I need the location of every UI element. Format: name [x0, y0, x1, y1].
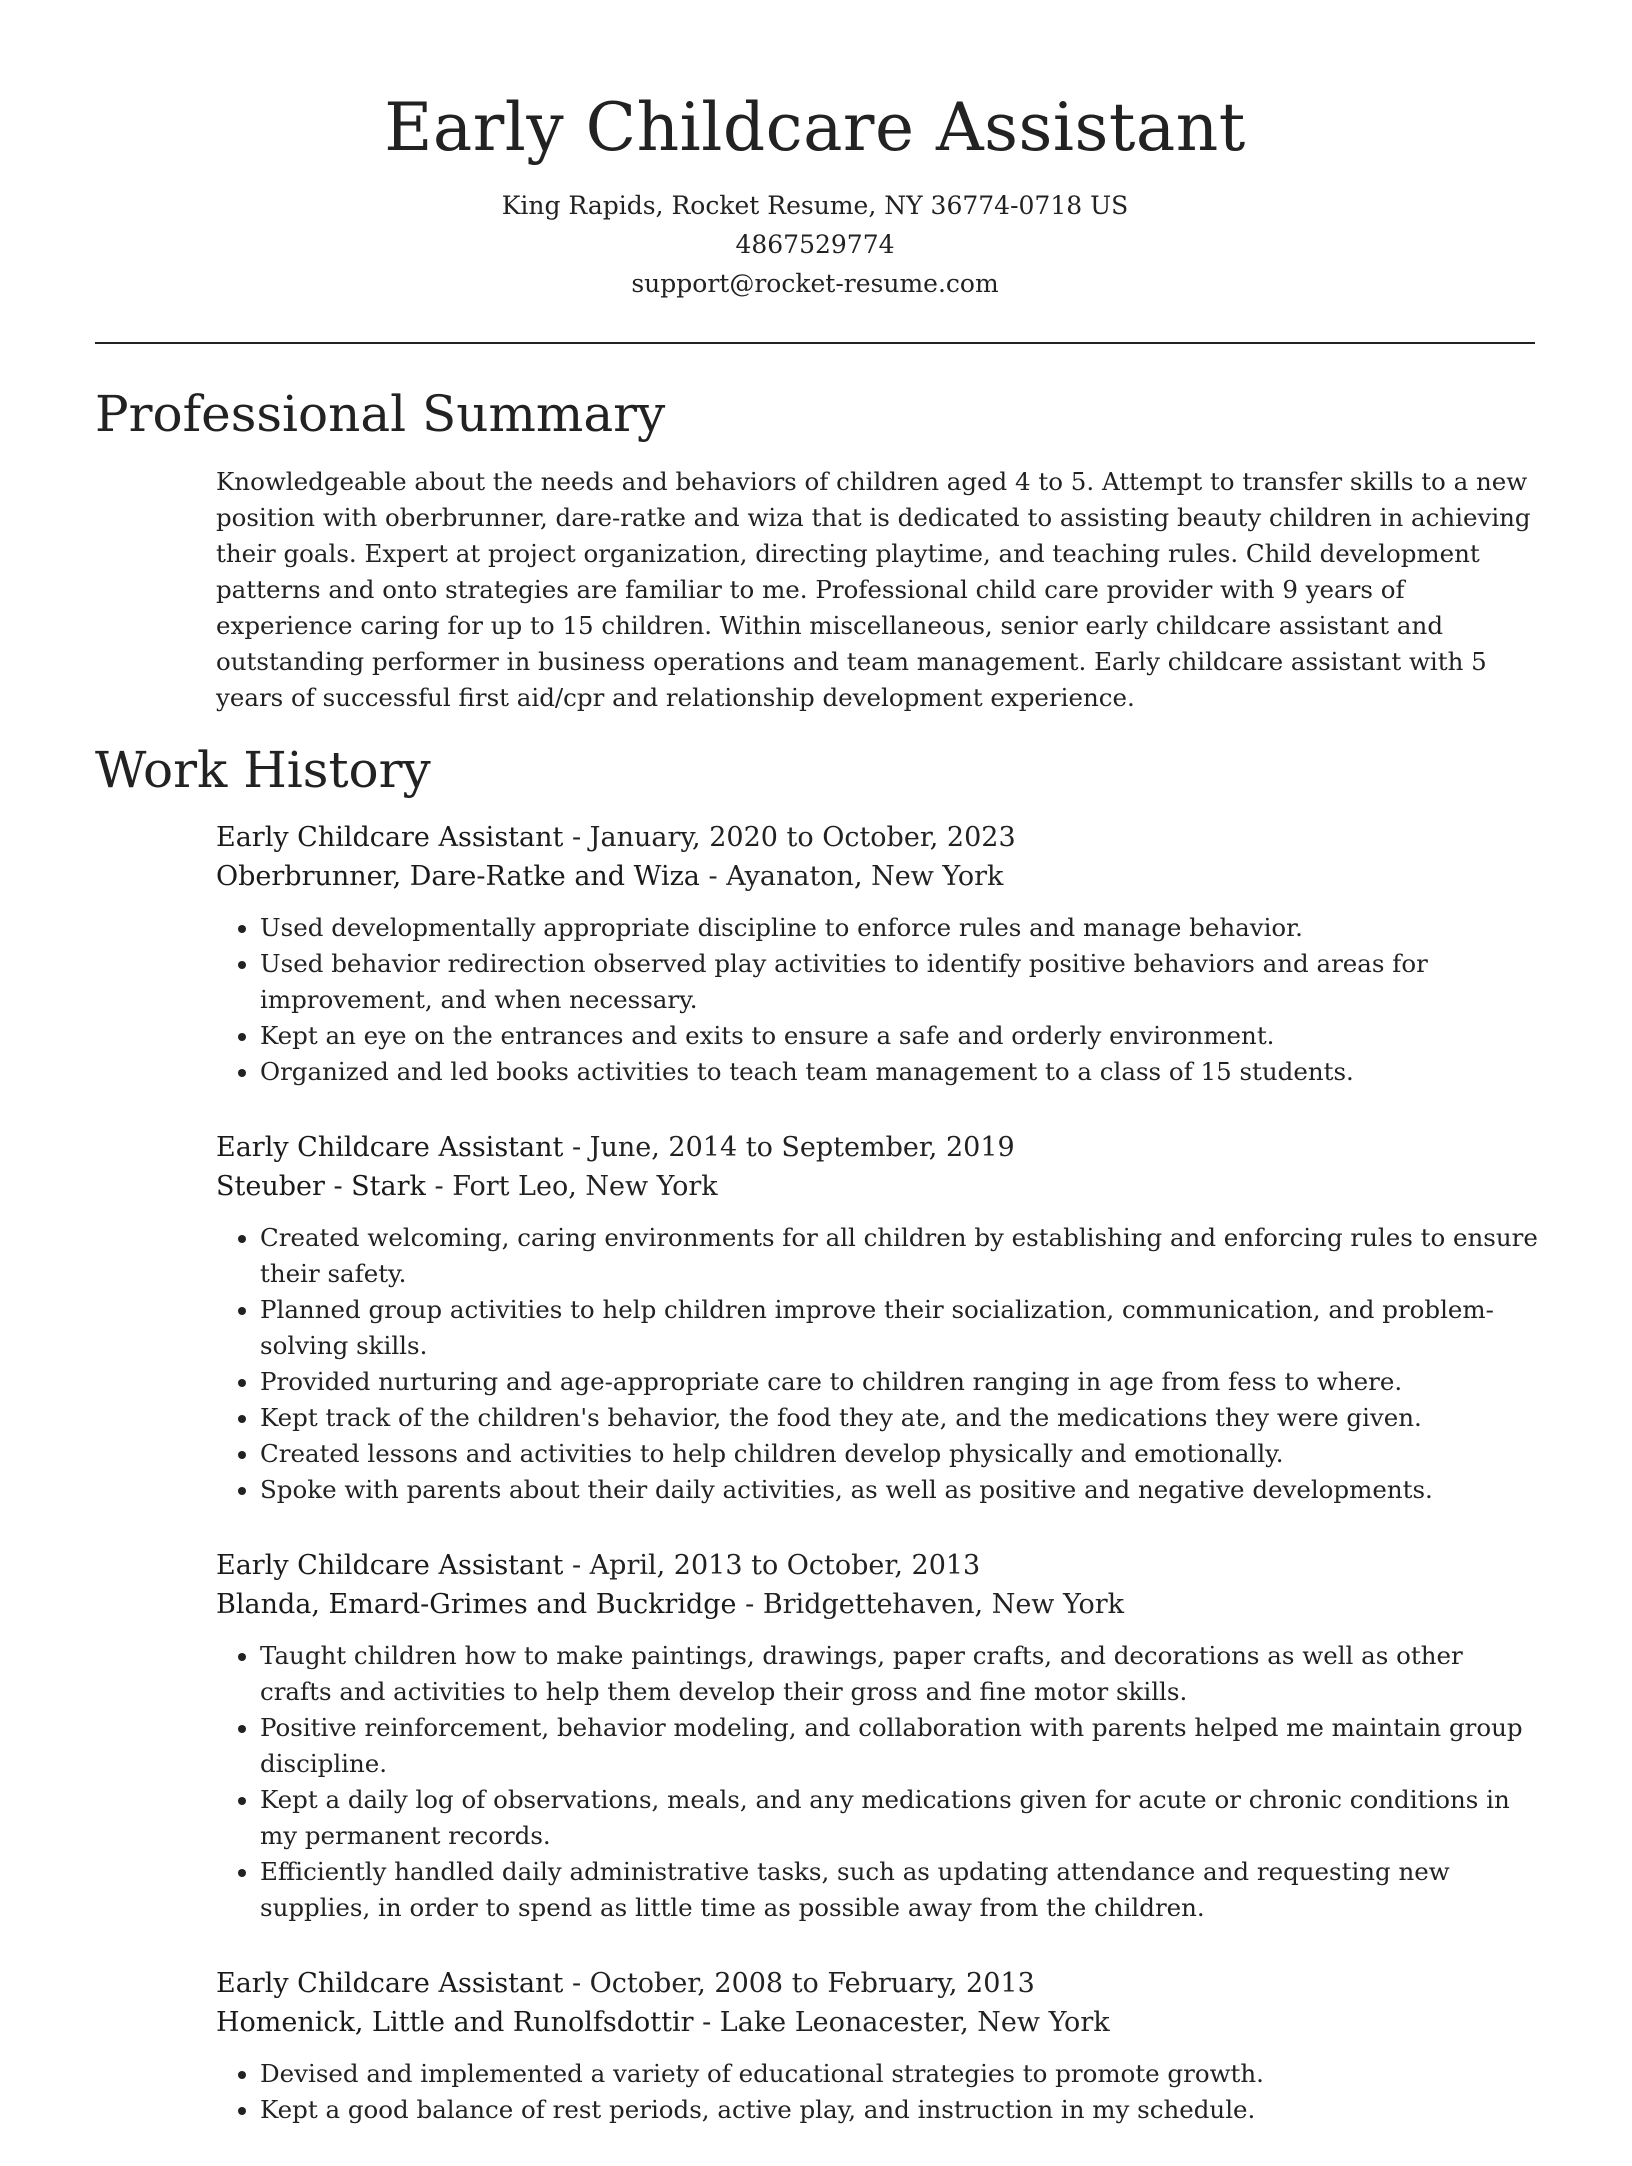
work-history-list: [216, 818, 1541, 2166]
job-bullet: • Positive reinforcement, behavior modeling, and collaboration with parents helped me maintain group discipline.: [260, 1710, 1541, 1782]
job-dates: January, 2020 to October, 2023: [589, 822, 1016, 853]
job-entry: [216, 818, 1541, 1090]
job-company-line: Blanda, Emard-Grimes and Buckridge - Bridgettehaven, New York: [216, 1589, 1124, 1620]
job-company: Steuber - Stark: [216, 1171, 426, 1202]
job-entry: [216, 1546, 1541, 1926]
job-bullet: • Created welcoming, caring environments for all children by establishing and enforcing rules to ensure their safety.: [260, 1220, 1541, 1292]
summary-text: Knowledgeable about the needs and behaviors of children aged 4 to 5. Attempt to transfer skills to a new position with oberbrunner, dare-ratke and wiza that is dedicated to assisting beauty children in achieving their goals. Expert at project organization, directing playtime, and teaching rules. Child development patterns and onto strategies are familiar to me. Professional child care provider with 9 years of experience caring for up to 15 children. Within miscellaneous, senior early childcare assistant and outstanding performer in business operations and team management. Early childcare assistant with 5 years of successful first aid/cpr and relationship development experience.: [216, 467, 1531, 712]
job-bullets: [216, 1638, 1541, 1926]
job-title: Early Childcare Assistant: [216, 822, 564, 853]
contact-block: [95, 186, 1535, 303]
job-bullet: • Created lessons and activities to help children develop physically and emotionally.: [260, 1436, 1541, 1472]
job-company-line: Oberbrunner, Dare-Ratke and Wiza - Ayanaton, New York: [216, 861, 1004, 892]
job-bullet: • Kept a good balance of rest periods, active play, and instruction in my schedule.: [260, 2092, 1541, 2128]
job-dates: April, 2013 to October, 2013: [589, 1550, 981, 1581]
job-bullet: • Organized and led books activities to teach team management to a class of 15 students.: [260, 1054, 1541, 1090]
job-company-line: Steuber - Stark - Fort Leo, New York: [216, 1171, 718, 1202]
job-bullet: • Used developmentally appropriate discipline to enforce rules and manage behavior.: [260, 910, 1541, 946]
job-company: Homenick, Little and Runolfsdottir: [216, 2007, 694, 2038]
job-title-line: Early Childcare Assistant - June, 2014 to September, 2019: [216, 1132, 1015, 1163]
contact-email: support@rocket-resume.com: [631, 269, 999, 298]
resume-header: [95, 0, 1535, 303]
job-dates: October, 2008 to February, 2013: [589, 1968, 1035, 1999]
job-bullets: [216, 1220, 1541, 1508]
job-company: Oberbrunner, Dare-Ratke and Wiza: [216, 861, 700, 892]
job-bullet: • Devised and implemented a variety of educational strategies to promote growth.: [260, 2056, 1541, 2092]
job-title: Early Childcare Assistant: [216, 1550, 564, 1581]
job-location: Ayanaton, New York: [726, 861, 1004, 892]
job-entry: [216, 1964, 1541, 2128]
job-title-line: Early Childcare Assistant - April, 2013 to October, 2013: [216, 1550, 981, 1581]
job-title-line: Early Childcare Assistant - January, 2020 to October, 2023: [216, 822, 1016, 853]
job-bullets: [216, 2056, 1541, 2128]
job-bullet: • Kept track of the children's behavior, the food they ate, and the medications they were given.: [260, 1400, 1541, 1436]
job-bullet: • Provided nurturing and age-appropriate care to children ranging in age from fess to where.: [260, 1364, 1541, 1400]
work-history-heading: Work History: [95, 741, 431, 799]
job-bullet: • Planned group activities to help children improve their socialization, communication, and problem-solving skills.: [260, 1292, 1541, 1364]
job-bullets: [216, 910, 1541, 1090]
job-title: Early Childcare Assistant: [216, 1968, 564, 1999]
header-divider: [95, 342, 1535, 344]
contact-phone: 4867529774: [735, 230, 895, 259]
job-bullet: • Used behavior redirection observed play activities to identify positive behaviors and areas for improvement, and when necessary.: [260, 946, 1541, 1018]
job-bullet: • Spoke with parents about their daily activities, as well as positive and negative developments.: [260, 1472, 1541, 1508]
job-bullet: • Taught children how to make paintings, drawings, paper crafts, and decorations as well as other crafts and activities to help them develop their gross and fine motor skills.: [260, 1638, 1541, 1710]
job-title: Early Childcare Assistant: [216, 1132, 564, 1163]
job-bullet: • Kept a daily log of observations, meals, and any medications given for acute or chronic conditions in my permanent records.: [260, 1782, 1541, 1854]
job-company-line: Homenick, Little and Runolfsdottir - Lake Leonacester, New York: [216, 2007, 1110, 2038]
contact-address: King Rapids, Rocket Resume, NY 36774-0718 US: [501, 191, 1129, 220]
job-bullet: • Kept an eye on the entrances and exits to ensure a safe and orderly environment.: [260, 1018, 1541, 1054]
job-entry: [216, 1128, 1541, 1508]
job-location: Bridgettehaven, New York: [762, 1589, 1124, 1620]
candidate-name: Early Childcare Assistant: [384, 89, 1246, 166]
job-dates: June, 2014 to September, 2019: [589, 1132, 1015, 1163]
job-bullet: • Efficiently handled daily administrative tasks, such as updating attendance and requesting new supplies, in order to spend as little time as possible away from the children.: [260, 1854, 1541, 1926]
summary-heading: Professional Summary: [95, 385, 666, 443]
job-location: Fort Leo, New York: [452, 1171, 718, 1202]
job-company: Blanda, Emard-Grimes and Buckridge: [216, 1589, 737, 1620]
job-location: Lake Leonacester, New York: [719, 2007, 1110, 2038]
job-title-line: Early Childcare Assistant - October, 2008 to February, 2013: [216, 1968, 1035, 1999]
